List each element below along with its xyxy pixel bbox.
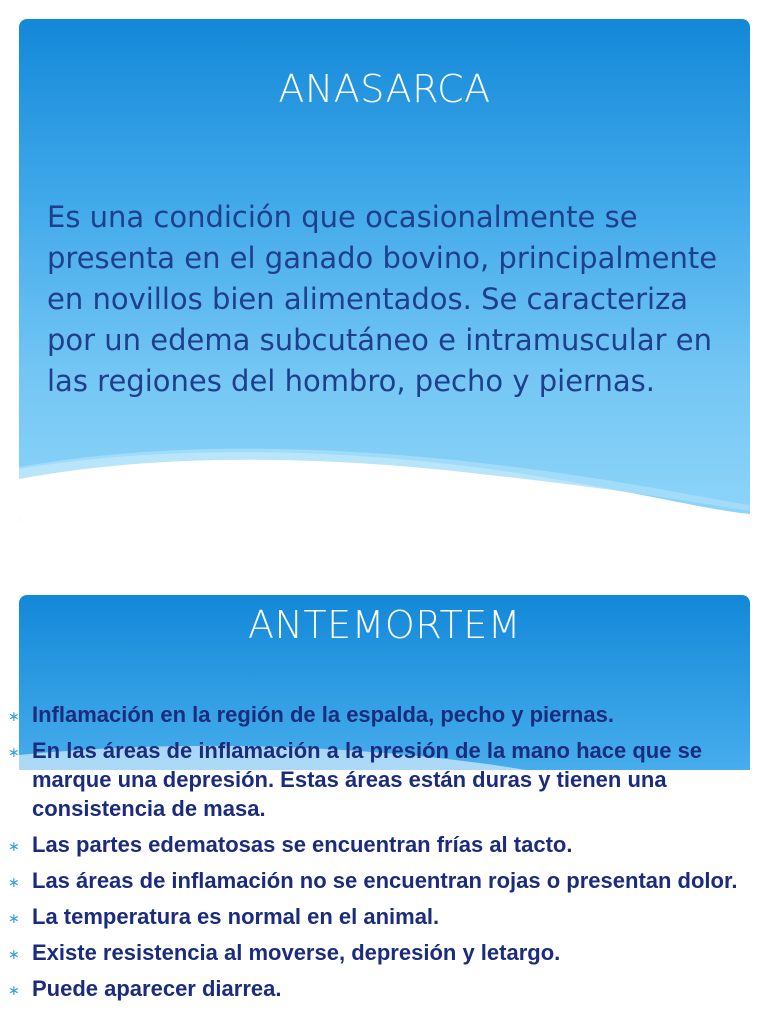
- wave-decoration: [19, 439, 750, 524]
- list-item: ∗ Puede aparecer diarrea.: [8, 974, 748, 1003]
- slide-anasarca: [19, 19, 750, 524]
- bullet-asterisk-icon: ∗: [8, 744, 20, 760]
- slide-title: ANTEMORTEM: [248, 603, 521, 647]
- list-item: ∗ La temperatura es normal en el animal.: [8, 902, 748, 931]
- list-item: ∗ Inflamación en la región de la espalda, pecho y piernas.: [8, 700, 748, 729]
- slide-title: ANASARCA: [278, 67, 491, 111]
- list-item: ∗ Las áreas de inflamación no se encuentran rojas o presentan dolor.: [8, 866, 748, 895]
- bullet-asterisk-icon: ∗: [8, 708, 20, 724]
- bullet-asterisk-icon: ∗: [8, 982, 20, 998]
- symptom-list: [8, 700, 748, 1010]
- list-item: ∗ En las áreas de inflamación a la presión de la mano hace que se marque una depresión. Estas áreas están duras y tienen una consistencia de masa.: [8, 738, 703, 821]
- bullet-asterisk-icon: ∗: [8, 838, 20, 854]
- bullet-asterisk-icon: ∗: [8, 910, 20, 926]
- bullet-asterisk-icon: ∗: [8, 874, 20, 890]
- list-item: ∗ Existe resistencia al moverse, depresión y letargo.: [8, 938, 748, 967]
- list-item: ∗ Las partes edematosas se encuentran frías al tacto.: [8, 830, 748, 859]
- slide-body-text: Es una condición que ocasionalmente se presenta en el ganado bovino, principalmente en novillos bien alimentados. Se caracteriza por un edema subcutáneo e intramuscular en las regiones del hombro, pecho y piernas.: [47, 200, 718, 398]
- bullet-asterisk-icon: ∗: [8, 946, 20, 962]
